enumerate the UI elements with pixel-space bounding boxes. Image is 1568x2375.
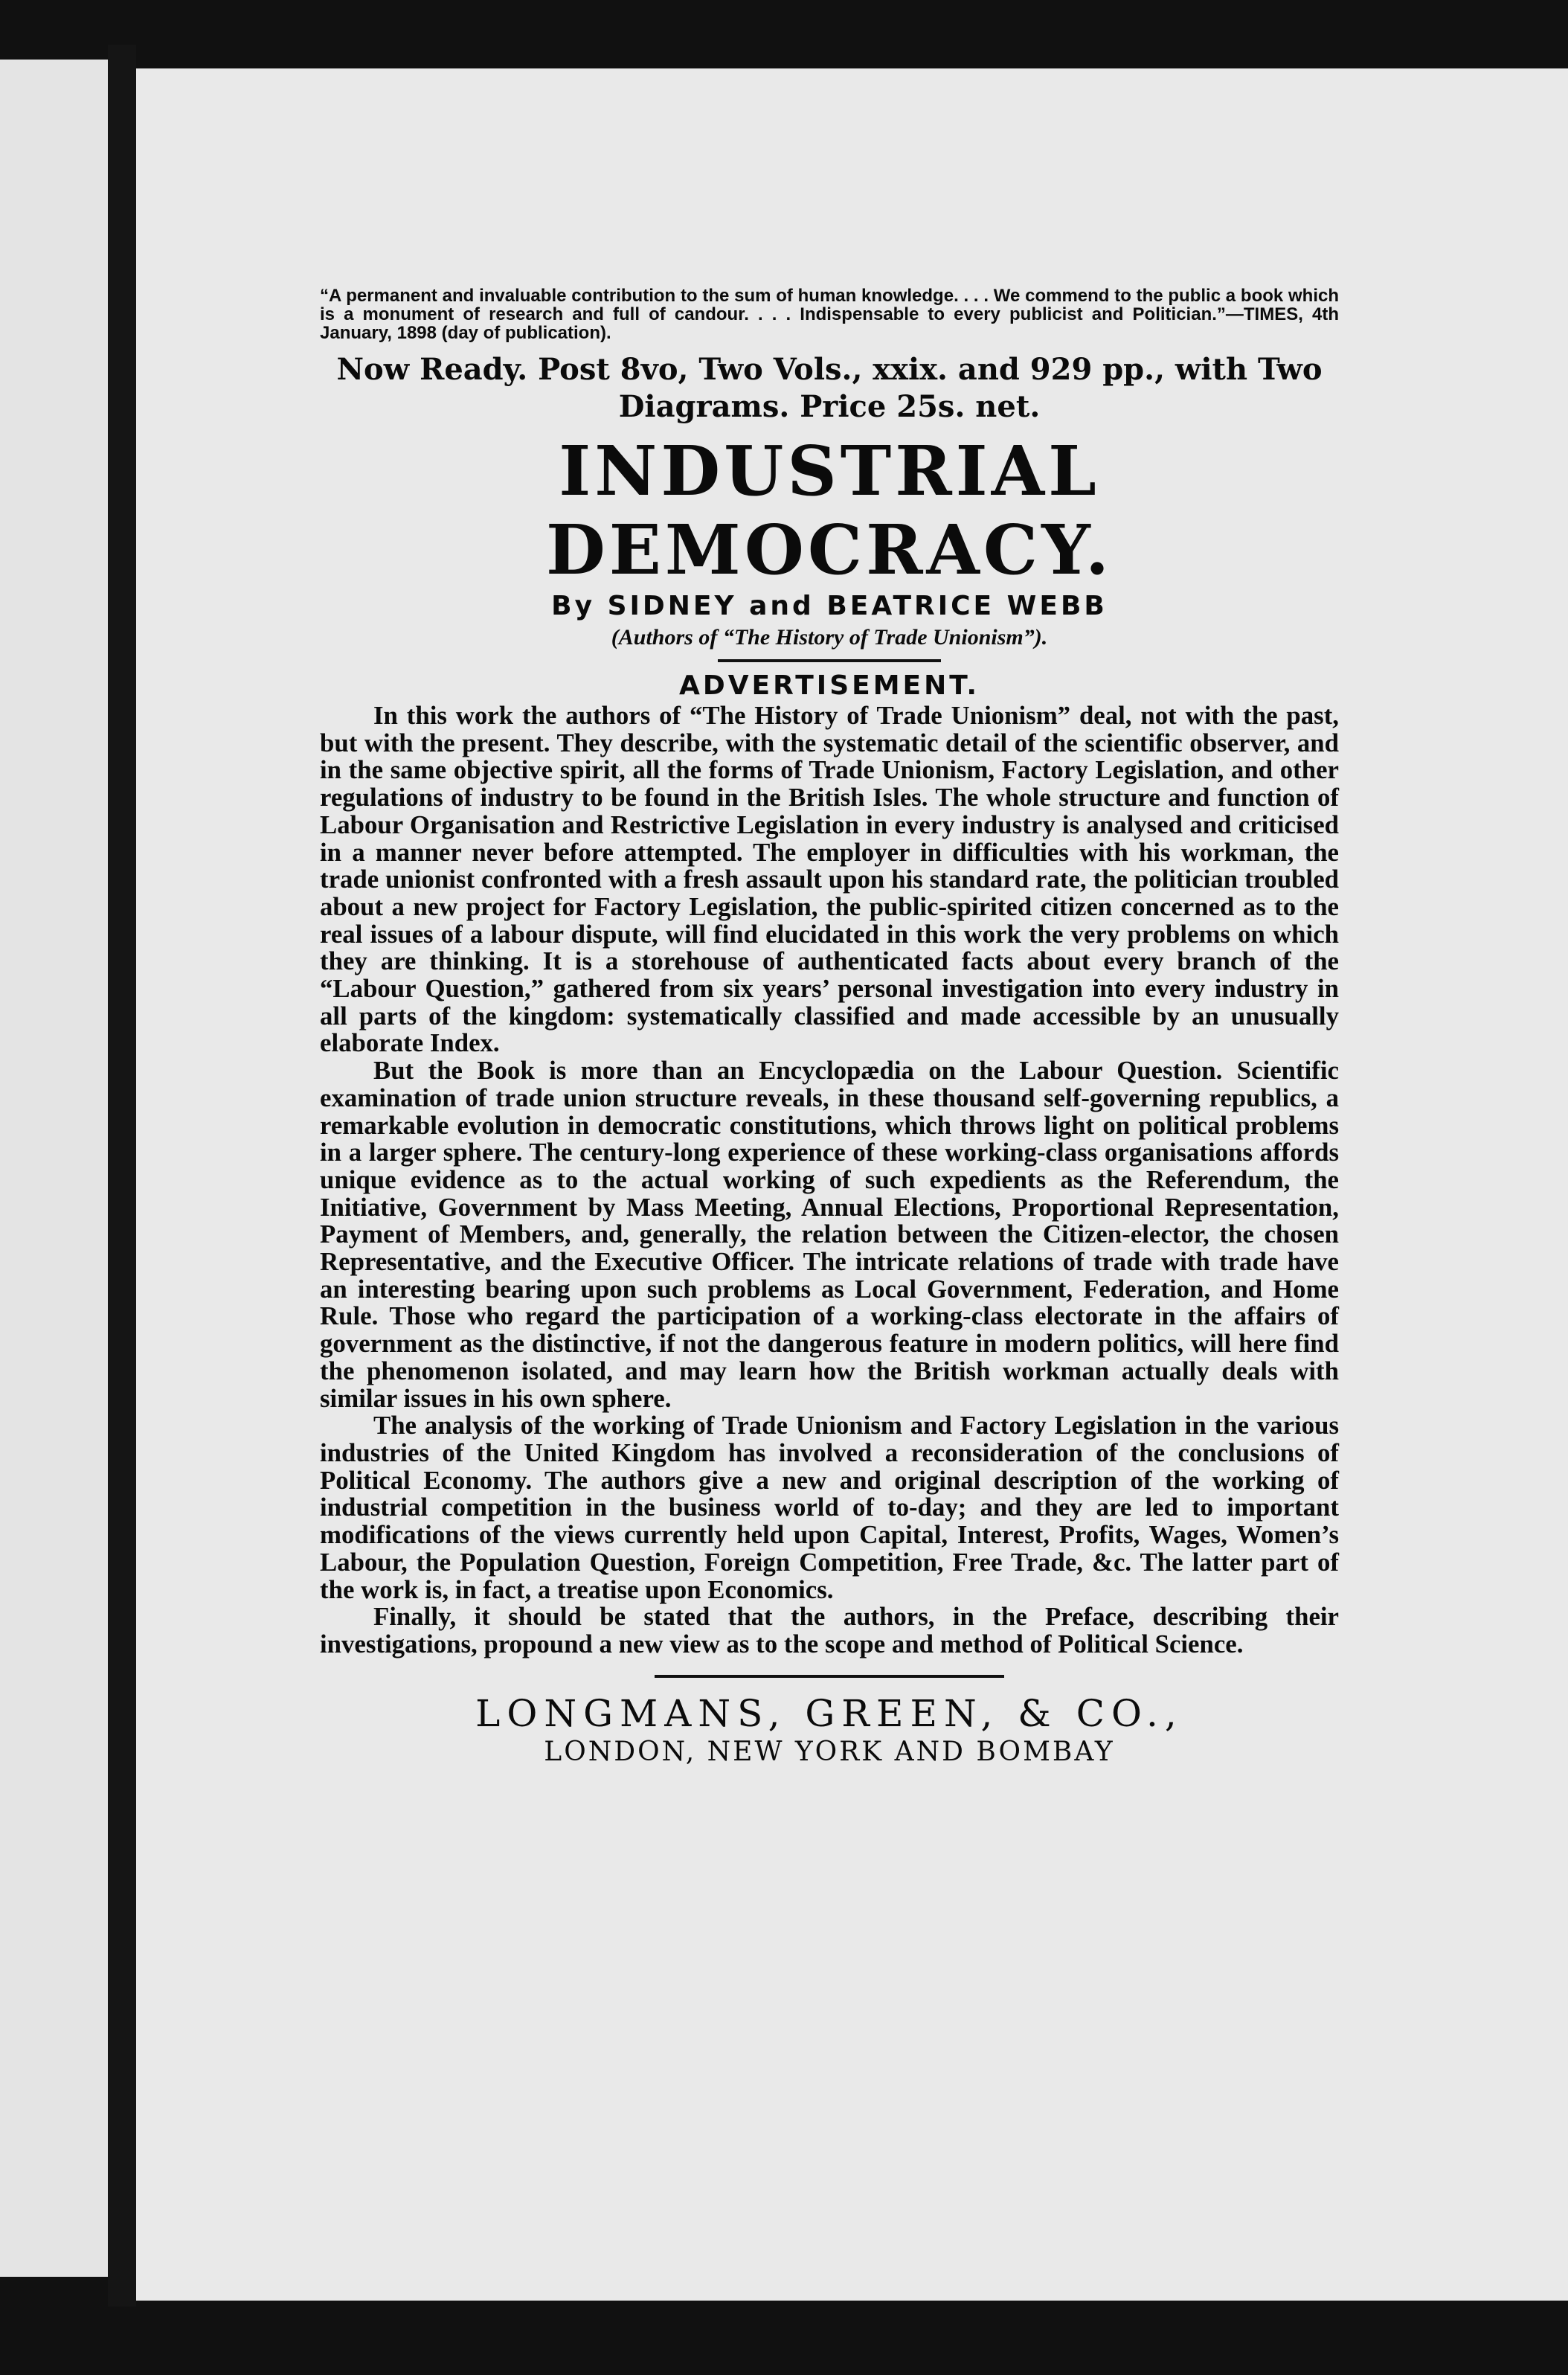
binding-shadow <box>108 45 136 2307</box>
paragraph: In this work the authors of “The History of Trade Unionism” deal, not with the past, but with the present. They describe, with the systematic detail of the scientific observer, and in the same objective spirit, all the forms of Trade Unionism, Factory Legislation, and other regulations of industry to be found in the British Isles. The whole structure and function of Labour Organisation and Restrictive Legislation in every industry is analysed and criticised in a manner never before attempted. The employer in difficulties with his workman, the trade unionist confronted with a fresh assault upon his standard rate, the politician troubled about a new project for Factory Legislation, the public-spirited citizen concerned as to the real issues of a labour dispute, will find elucidated in this work the very problems on which they are thinking. It is a storehouse of authenticated facts about every branch of the “Labour Question,” gathered from six years’ personal investigation into every industry in all parts of the kingdom: systematically classified and made accessible by an unusually elaborate Index. <box>320 701 1339 1058</box>
paragraph: Finally, it should be stated that the authors, in the Preface, describing their investigations, propound a new view as to the scope and method of Political Science. <box>320 1602 1339 1658</box>
publisher-place: LONDON, NEW YORK AND BOMBAY <box>544 1736 1115 1767</box>
review-quote: “A permanent and invaluable contribution to the sum of human knowledge. . . . We commend to the public a book which is a monument of research and full of candour. . . . Indispensable to every publicist and Politician.”—TIMES, 4th January, 1898 (day of publication). <box>320 286 1339 343</box>
section-heading: ADVERTISEMENT. <box>678 670 980 701</box>
authors-line: By SIDNEY and BEATRICE WEBB <box>551 591 1108 621</box>
book-title: INDUSTRIAL DEMOCRACY. <box>545 431 1113 590</box>
previous-page-edge <box>0 60 108 2277</box>
divider <box>718 659 941 662</box>
paragraph: But the Book is more than an Encyclopædia on the Labour Question. Scientific examination of trade union structure reveals, in these thousand self-governing republics, a remarkable evolution in democratic constitutions, which throws light on political problems in a larger sphere. The century-long experience of these working-class organisations affords unique evidence as to the actual working of such expedients as the Referendum, the Initiative, Government by Mass Meeting, Annual Elections, Proportional Representation, Payment of Members, and, generally, the relation between the Citizen-elector, the chosen Representative, and the Executive Officer. The intricate relations of trade with trade have an interesting bearing upon such problems as Local Government, Federation, and Home Rule. Those who regard the participation of a working-class electorate in the affairs of government as the distinctive, if not the dangerous feature in modern politics, will here find the phenomenon isolated, and may learn how the British workman actually deals with similar issues in his own sphere. <box>320 1056 1339 1413</box>
paragraph: The analysis of the working of Trade Unionism and Factory Legislation in the various industries of the United Kingdom has involved a reconsideration of the conclusions of Political Economy. The authors give a new and original description of the working of industrial competition in the business world of to-day; and they are led to important modifications of the views currently held upon Capital, Interest, Profits, Wages, Women’s Labour, the Population Question, Foreign Competition, Free Trade, &c. The latter part of the work is, in fact, a treatise upon Economics. <box>320 1411 1339 1604</box>
availability-line: Now Ready. Post 8vo, Two Vols., xxix. and 929 pp., with Two Diagrams. Price 25s. net. <box>336 352 1323 424</box>
advertisement <box>320 286 1339 1769</box>
publisher-name: LONGMANS, GREEN, & CO., <box>475 1691 1183 1735</box>
divider <box>655 1675 1004 1678</box>
authors-note: (Authors of “The History of Trade Unionism”). <box>611 625 1048 650</box>
